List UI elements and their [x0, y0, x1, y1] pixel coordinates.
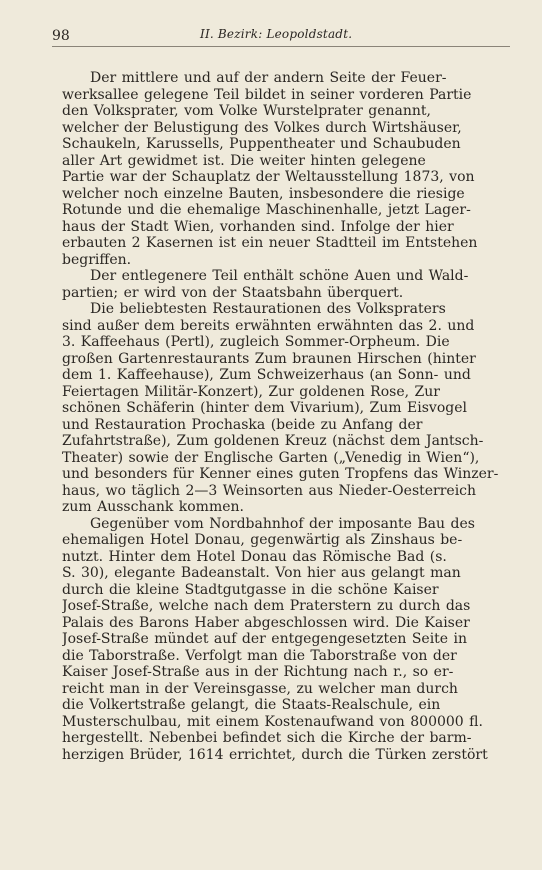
text-line: Gegenüber vom Nordbahnhof der imposante Bau des — [90, 515, 475, 532]
text-line: reicht man in der Vereinsgasse, zu welcher man durch — [62, 680, 458, 697]
text-line: Der mittlere und auf der andern Seite der Feuer- — [90, 70, 447, 86]
text-line: großen Gartenrestaurants Zum braunen Hirschen (hinter — [62, 350, 476, 367]
text-line: sind außer dem bereits erwähnten erwähnten das 2. und — [62, 317, 475, 334]
text-line: 3. Kaffeehaus (Pertl), zugleich Sommer-Orpheum. Die — [62, 334, 450, 350]
text-line: ehemaligen Hotel Donau, gegenwärtig als Zinshaus be- — [62, 532, 463, 548]
text-line: und besonders für Kenner eines guten Tropfens das Winzer- — [62, 466, 499, 482]
text-line: begriffen. — [62, 251, 132, 268]
text-line: Josef-Straße mündet auf der entgegengesetzten Seite in — [62, 631, 468, 647]
text-line: herzigen Brüder, 1614 errichtet, durch die Türken zerstört — [62, 746, 488, 763]
text-line: die Taborstraße. Verfolgt man die Taborstraße von der — [62, 647, 457, 664]
page-number: 98 — [52, 28, 70, 44]
text-line: den Volksprater, vom Volke Wurstelprater genannt, — [62, 103, 431, 119]
text-line: hergestellt. Nebenbei befindet sich die Kirche der barm- — [62, 730, 472, 746]
page-header — [52, 26, 510, 47]
text-line: Rotunde und die ehemalige Maschinenhalle, jetzt Lager- — [62, 202, 471, 218]
text-line: welcher der Belustigung des Volkes durch Wirtshäuser, — [62, 119, 462, 136]
text-line: Die beliebtesten Restaurationen des Volkspraters — [90, 301, 446, 317]
text-line: werksallee gelegene Teil bildet in seiner vorderen Partie — [62, 86, 472, 103]
text-line: Zufahrtstraße), Zum goldenen Kreuz (nächst dem Jantsch- — [62, 433, 484, 449]
text-line: und Restauration Prochaska (beide zu Anfang der — [62, 416, 423, 433]
text-line: welcher noch einzelne Bauten, insbesondere die riesige — [62, 185, 465, 202]
text-line: Theater) sowie der Englische Garten („Venedig in Wien“), — [62, 449, 480, 466]
text-line: Musterschulbau, mit einem Kostenaufwand von 800000 fl. — [62, 713, 483, 730]
body-text — [62, 70, 524, 763]
text-line: durch die kleine Stadtgutgasse in die schöne Kaiser — [62, 581, 439, 598]
text-line: dem 1. Kaffeehause), Zum Schweizerhaus (an Sonn- und — [62, 367, 471, 383]
text-line: schönen Schäferin (hinter dem Vivarium), Zum Eisvogel — [62, 400, 467, 416]
text-line: Josef-Straße, welche nach dem Praterstern zu durch das — [62, 598, 471, 614]
text-line: Schaukeln, Karussells, Puppentheater und Schaubuden — [62, 136, 461, 152]
text-line: zum Ausschank kommen. — [62, 499, 244, 515]
text-line: erbauten 2 Kasernen ist ein neuer Stadtteil im Entstehen — [62, 235, 478, 251]
text-line: Feiertagen Militär-Konzert), Zur goldenen Rose, Zur — [62, 383, 440, 400]
text-line: Kaiser Josef-Straße aus in der Richtung nach r., so er- — [62, 664, 454, 680]
text-line: Partie war der Schauplatz der Weltausstellung 1873, von — [62, 169, 475, 185]
running-head: II. Bezirk: Leopoldstadt. — [200, 27, 353, 41]
text-line: aller Art gewidmet ist. Die weiter hinten gelegene — [62, 152, 426, 169]
text-line: die Volkertstraße gelangt, die Staats-Realschule, ein — [62, 697, 441, 713]
text-line: Der entlegenere Teil enthält schöne Auen und Wald- — [90, 268, 469, 284]
text-line: S. 30), elegante Badeanstalt. Von hier aus gelangt man — [62, 565, 461, 581]
text-line: haus der Stadt Wien, vorhanden sind. Infolge der hier — [62, 218, 454, 235]
text-line: Palais des Barons Haber abgeschlossen wird. Die Kaiser — [62, 614, 470, 631]
text-line: partien; er wird von der Staatsbahn überquert. — [62, 284, 404, 301]
text-line: nutzt. Hinter dem Hotel Donau das Römische Bad (s. — [62, 548, 447, 565]
text-line: haus, wo täglich 2—3 Weinsorten aus Nieder-Oesterreich — [62, 482, 477, 499]
